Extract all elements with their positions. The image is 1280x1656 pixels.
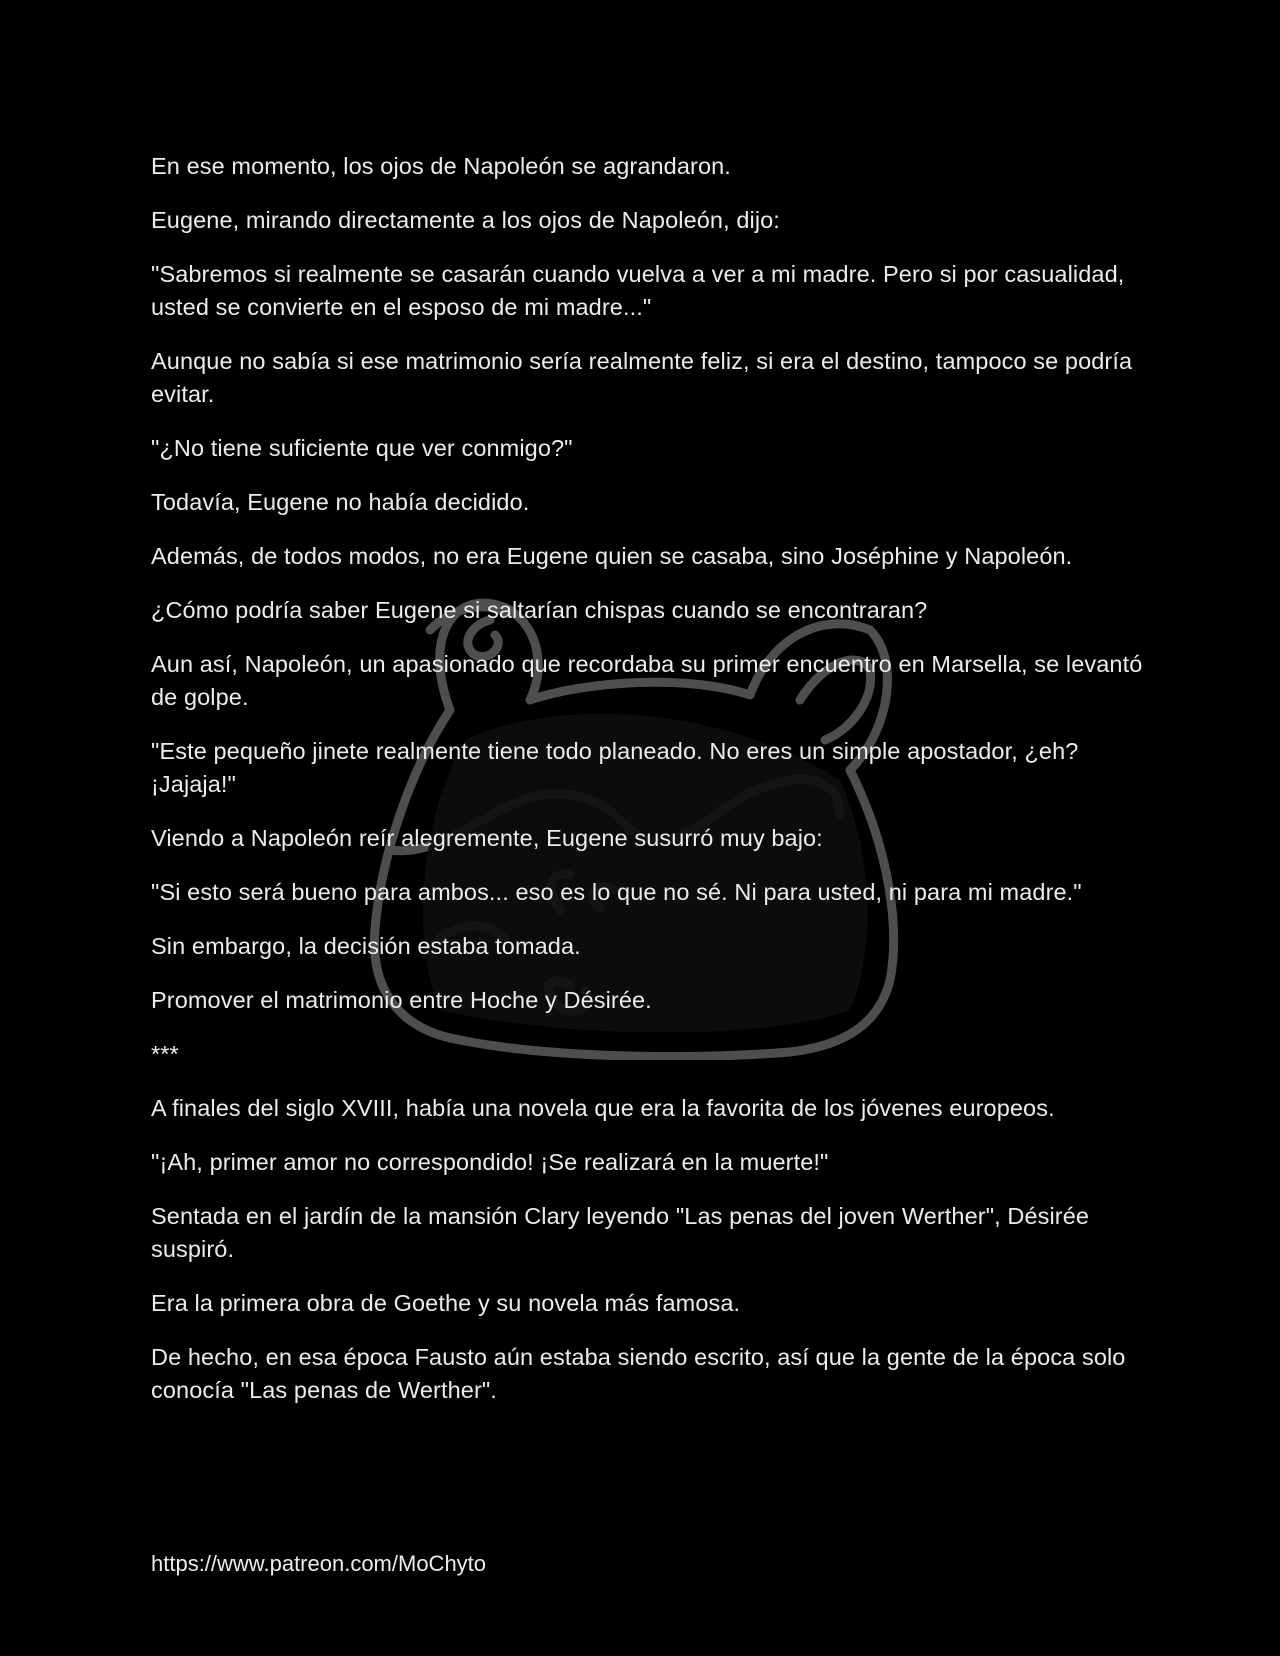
paragraph: Sentada en el jardín de la mansión Clary leyendo "Las penas del joven Werther", Désirée suspiró. <box>151 1203 1090 1262</box>
paragraph: "Este pequeño jinete realmente tiene todo planeado. No eres un simple apostador, ¿eh? ¡Jajaja!" <box>151 738 1079 797</box>
paragraph: ¿Cómo podría saber Eugene si saltarían chispas cuando se encontraran? <box>151 597 928 623</box>
patreon-link[interactable]: https://www.patreon.com/MoChyto <box>151 1551 487 1576</box>
paragraph: A finales del siglo XVIII, había una novela que era la favorita de los jóvenes europeos. <box>151 1095 1055 1121</box>
paragraph: "Sabremos si realmente se casarán cuando vuelva a ver a mi madre. Pero si por casualidad, usted se convierte en el esposo de mi madre..." <box>151 261 1125 320</box>
paragraph: "¿No tiene suficiente que ver conmigo?" <box>151 435 573 461</box>
paragraph: Todavía, Eugene no había decidido. <box>151 489 530 515</box>
paragraph: Promover el matrimonio entre Hoche y Désirée. <box>151 987 652 1013</box>
paragraph: "¡Ah, primer amor no correspondido! ¡Se realizará en la muerte!" <box>151 1149 829 1175</box>
document-body <box>151 150 1151 1428</box>
section-divider: *** <box>151 1041 179 1067</box>
paragraph: Viendo a Napoleón reír alegremente, Eugene susurró muy bajo: <box>151 825 823 851</box>
paragraph: Aunque no sabía si ese matrimonio sería realmente feliz, si era el destino, tampoco se podría evitar. <box>151 348 1133 407</box>
paragraph: Aun así, Napoleón, un apasionado que recordaba su primer encuentro en Marsella, se levantó de golpe. <box>151 651 1143 710</box>
paragraph: Era la primera obra de Goethe y su novela más famosa. <box>151 1290 741 1316</box>
paragraph: Además, de todos modos, no era Eugene quien se casaba, sino Joséphine y Napoleón. <box>151 543 1073 569</box>
paragraph: De hecho, en esa época Fausto aún estaba siendo escrito, así que la gente de la época solo conocía "Las penas de Werther". <box>151 1344 1126 1403</box>
paragraph: En ese momento, los ojos de Napoleón se agrandaron. <box>151 153 731 179</box>
paragraph: Eugene, mirando directamente a los ojos de Napoleón, dijo: <box>151 207 780 233</box>
paragraph: "Si esto será bueno para ambos... eso es lo que no sé. Ni para usted, ni para mi madre." <box>151 879 1082 905</box>
paragraph: Sin embargo, la decisión estaba tomada. <box>151 933 581 959</box>
